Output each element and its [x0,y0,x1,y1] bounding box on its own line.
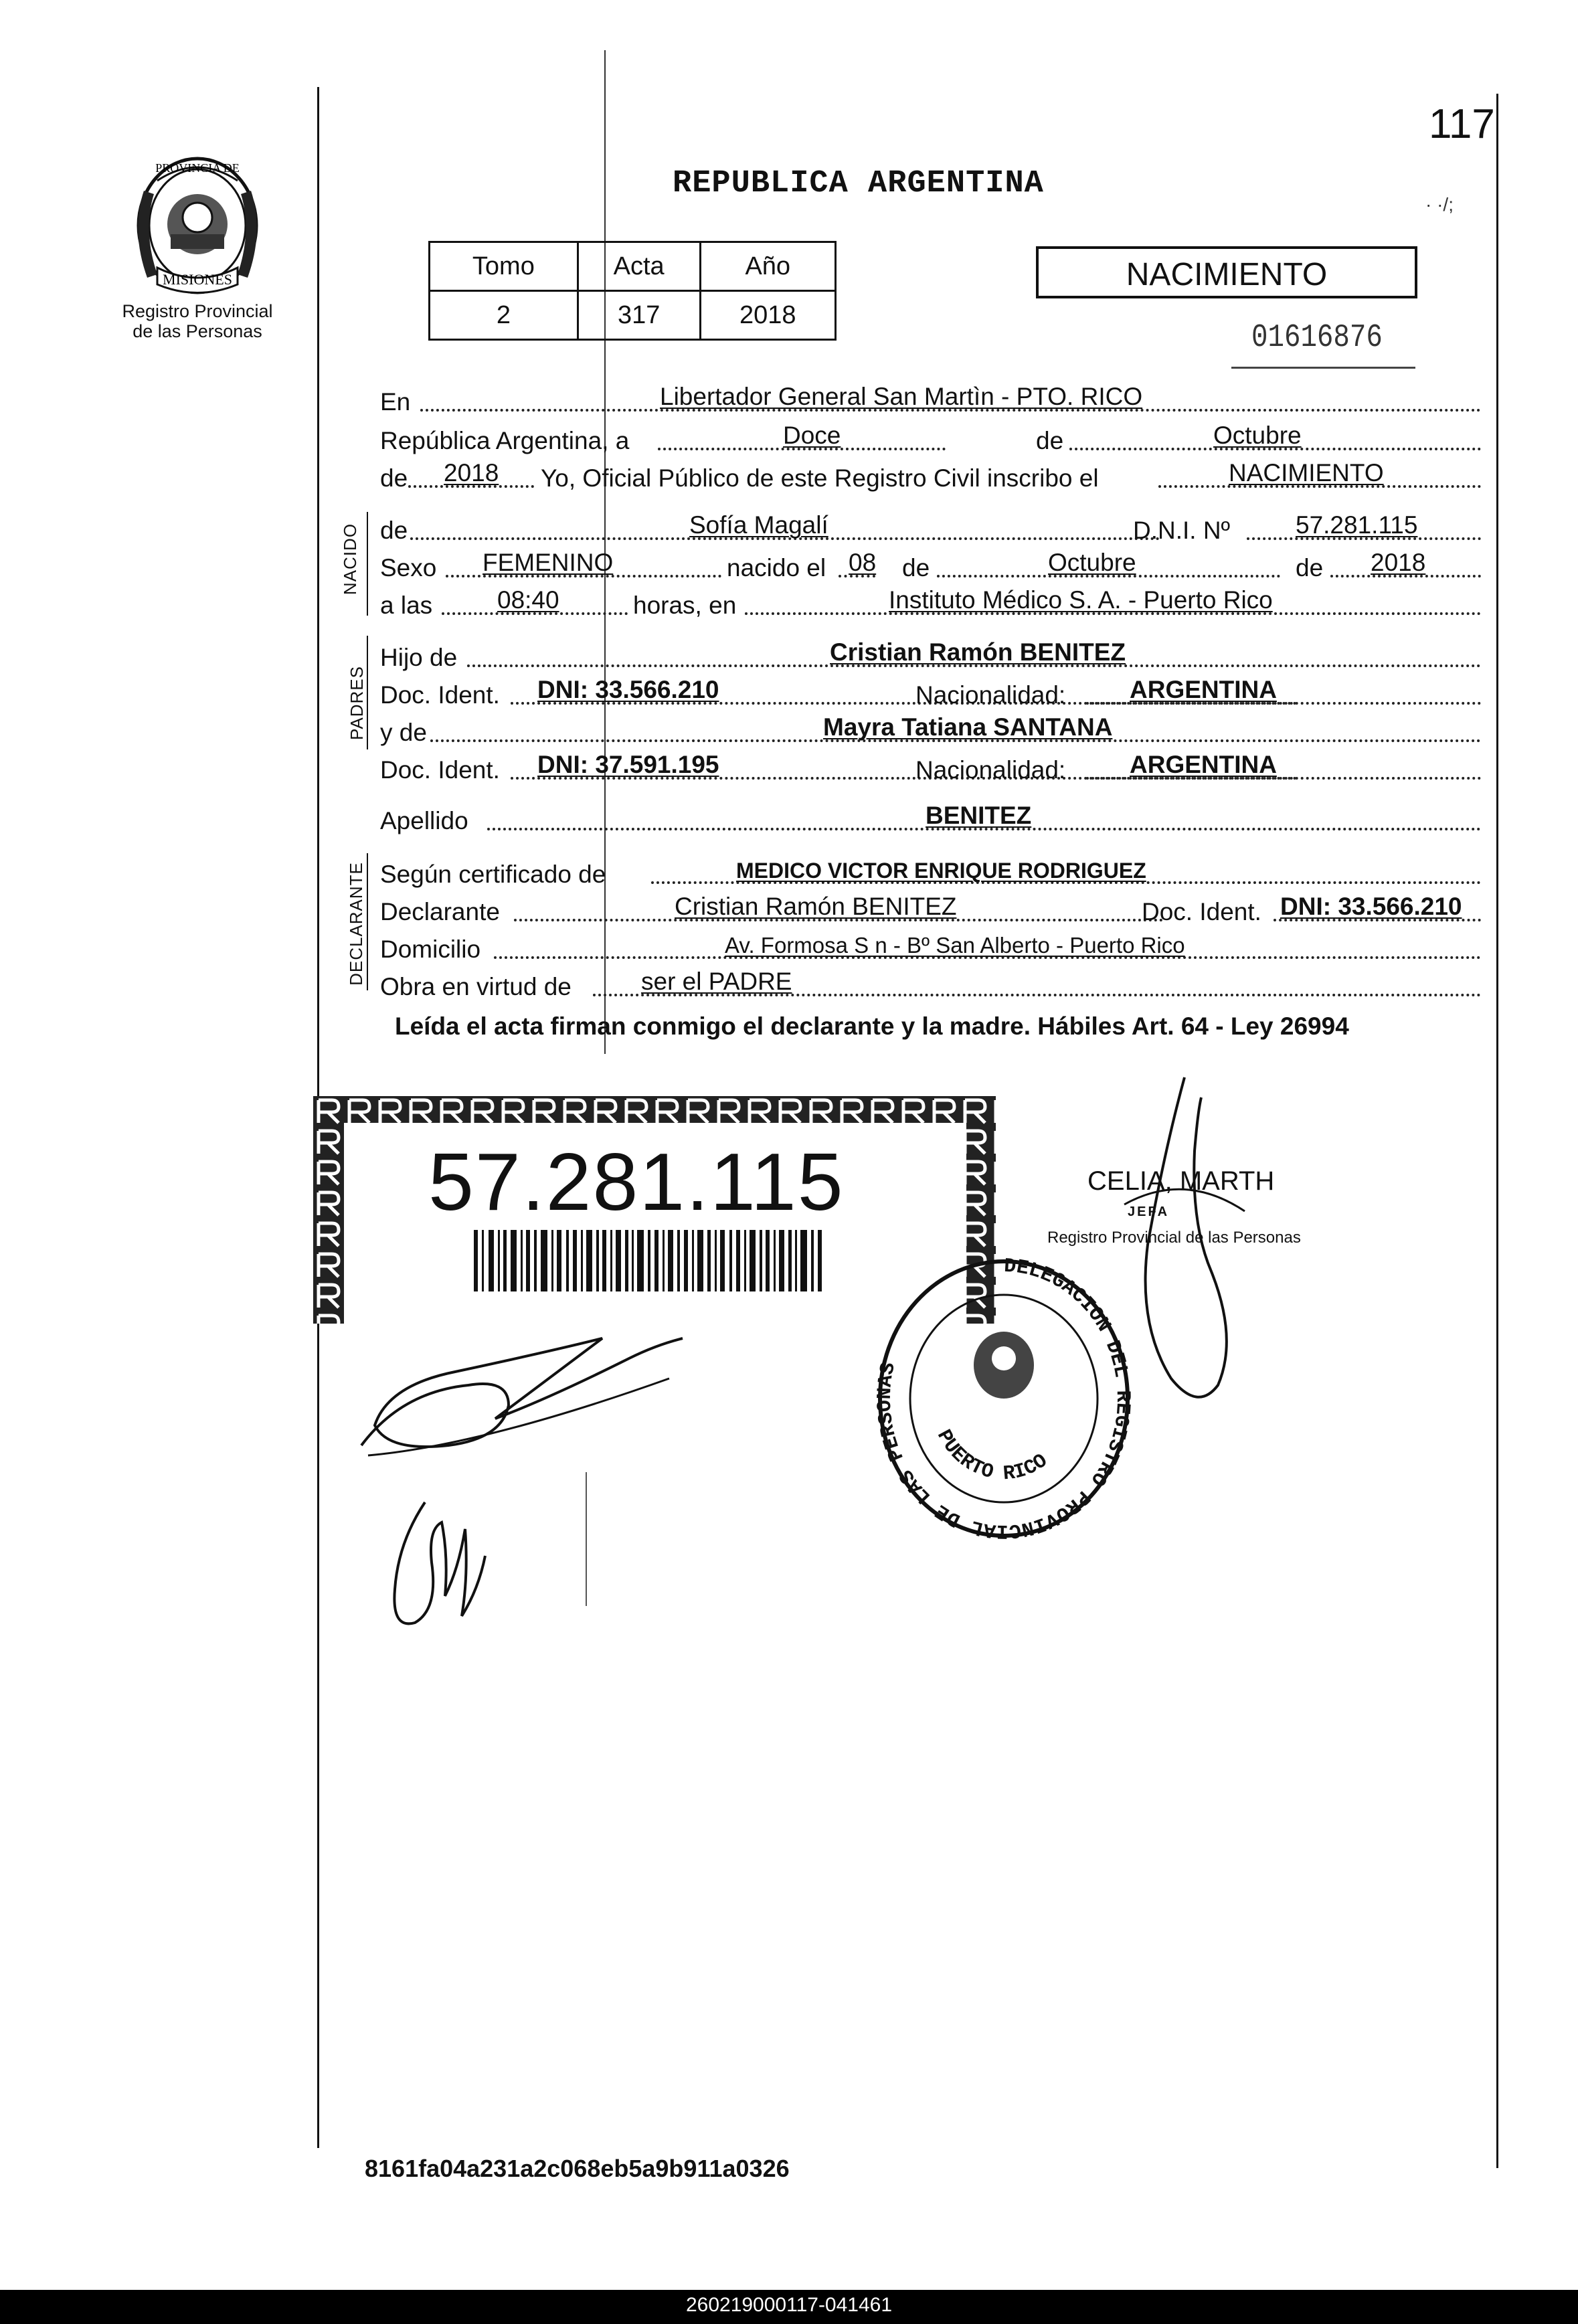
misiones-crest-icon [117,151,278,301]
medical-certificate: MEDICO VICTOR ENRIQUE RODRIGUEZ [736,859,1146,883]
de-label: de [1036,427,1064,454]
en-label: En [380,388,411,416]
horas-label: horas, en [633,592,737,619]
acta-header: Acta [578,242,700,291]
row-declarante [380,891,1481,926]
registry-table [428,241,837,341]
father-dni: DNI: 33.566.210 [537,676,719,703]
official-organization: Registro Provincial de las Personas [1047,1229,1301,1247]
page-number: 117 [1429,101,1495,147]
tomo-header: Tomo [430,242,578,291]
registry-caption-line-1: Registro Provincial [122,301,273,321]
page-title: REPUBLICA ARGENTINA [673,166,1044,201]
de-year-label: de [380,464,408,492]
birth-month: Octubre [1048,549,1136,576]
serial-number: 01616876 [1251,320,1383,356]
decl-doc-label: Doc. Ident. [1142,898,1261,925]
row-apellido [380,800,1481,835]
child-dni: 57.281.115 [1296,511,1418,539]
acta-value: 317 [578,291,700,340]
row-madre [380,712,1481,747]
child-sex: FEMENINO [483,549,614,576]
y-de-label: y de [380,719,427,746]
serial-underline [1231,367,1415,369]
row-domicilio [380,929,1481,964]
document-hash: 8161fa04a231a2c068eb5a9b911a0326 [365,2155,790,2182]
domicilio-label: Domicilio [380,935,481,963]
right-margin-line [1496,94,1498,2168]
mother-doc-label: Doc. Ident. [380,756,500,784]
birth-place: Instituto Médico S. A. - Puerto Rico [889,586,1273,614]
declarant-name: Cristian Ramón BENITEZ [675,893,957,920]
footer-code: 260219000117-041461 [685,2294,893,2316]
anio-header: Año [700,242,835,291]
row-nombre [380,510,1481,545]
registry-caption [107,301,288,341]
row-en [380,381,1481,416]
de-name-label: de [380,517,408,544]
nacido-side-label: NACIDO [340,523,361,596]
registration-year: 2018 [444,459,499,486]
mother-signature-icon [385,1489,505,1643]
row-madre-doc [380,749,1481,784]
tomo-value: 2 [430,291,578,340]
padres-side-label: PADRES [347,666,367,740]
row-year [380,458,1481,493]
registry-caption-line-2: de las Personas [133,321,262,341]
birth-de2-label: de [1296,554,1324,582]
anio-value: 2018 [700,291,835,340]
sexo-label: Sexo [380,554,437,582]
row-obra [380,966,1481,1001]
declarante-side-label: DECLARANTE [345,862,366,986]
registration-day: Doce [783,422,841,449]
declarant-signature-icon [348,1312,696,1472]
a-las-label: a las [380,592,433,619]
birth-time: 08:40 [497,586,559,614]
corner-mark: · ·/; [1425,194,1454,215]
hijo-label: Hijo de [380,644,458,671]
declarant-dni: DNI: 33.566.210 [1280,893,1462,920]
registry-table-header-row [430,242,836,291]
father-name: Cristian Ramón BENITEZ [830,638,1126,666]
stamp-inner-text: PUERTO RICO [932,1426,1053,1486]
birth-de1-label: de [902,554,930,582]
closing-statement: Leída el acta firman conmigo el declarante y la madre. Hábiles Art. 64 - Ley 26994 [395,1012,1349,1040]
svg-text:PUERTO RICO [932,1426,1052,1486]
side-box-line-nacido [367,512,368,616]
republica-label: República Argentina, a [380,427,630,454]
registry-table-value-row [430,291,836,340]
row-padre [380,637,1481,672]
stamp-ring-text: DELEGACION DEL REGISTRO PROVINCIAL DE LAS PERSONAS [873,1255,1134,1542]
mother-dni: DNI: 37.591.195 [537,751,719,778]
father-nat-label: Nacionalidad: [915,681,1066,709]
declarante-label: Declarante [380,898,500,925]
birth-day: 08 [849,549,877,576]
mother-nationality: ARGENTINA [1130,751,1277,778]
nacido-el-label: nacido el [727,554,826,582]
oficial-label: Yo, Oficial Público de este Registro Civil inscribo el [541,464,1099,492]
mother-nat-label: Nacionalidad: [915,756,1066,784]
row-hora [380,585,1481,620]
registry-stamp [870,1245,1138,1546]
official-name: CELIA, MARTH [1087,1166,1275,1196]
declarant-address: Av. Formosa S n - Bº San Alberto - Puerto Rico [725,933,1185,958]
obra-label: Obra en virtud de [380,973,572,1000]
place-of-registration: Libertador General San Martìn - PTO. RICO [660,383,1143,410]
mother-name: Mayra Tatiana SANTANA [823,713,1113,741]
segun-label: Según certificado de [380,861,606,888]
apellido-label: Apellido [380,807,468,834]
barcode-number: 57.281.115 [428,1136,845,1227]
official-title: JEFA [1128,1204,1170,1219]
side-box-line-declarante [367,853,368,990]
barcode-icon [474,1230,822,1291]
registration-month: Octubre [1213,422,1302,449]
declarant-capacity: ser el PADRE [641,968,792,995]
row-sexo [380,547,1481,582]
fold-line-lower [586,1472,587,1606]
crest-top-text: PROVINCIA DE [155,161,240,175]
row-certificado [380,854,1481,889]
father-doc-label: Doc. Ident. [380,681,500,709]
birth-year: 2018 [1371,549,1426,576]
dni-label: D.N.I. Nº [1133,517,1231,544]
row-padre-doc [380,675,1481,709]
child-name: Sofía Magalí [689,511,828,539]
child-surname: BENITEZ [926,802,1032,829]
inscribed-event: NACIMIENTO [1229,459,1384,486]
record-type-box: NACIMIENTO [1036,246,1417,298]
crest-bottom-text: MISIONES [163,271,232,288]
row-republica [380,420,1481,455]
father-nationality: ARGENTINA [1130,676,1277,703]
